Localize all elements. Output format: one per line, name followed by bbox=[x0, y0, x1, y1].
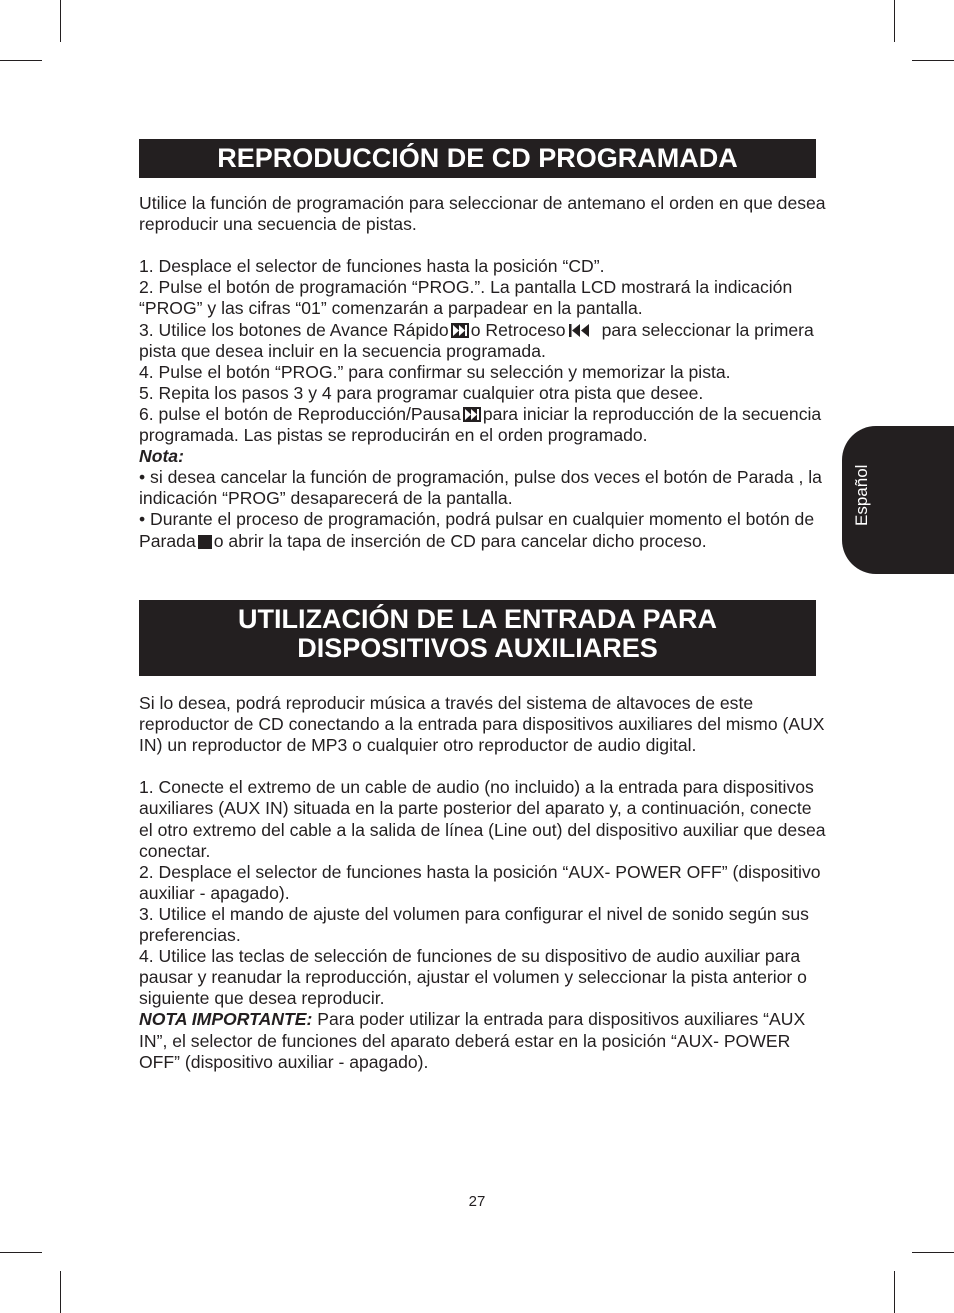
step-6 bbox=[139, 404, 829, 446]
note-label: Nota: bbox=[139, 446, 184, 467]
section-intro: Si lo desea, podrá reproducir música a través del sistema de altavoces de este reproductor de CD conectando a la entrada para dispositivos auxiliares del mismo (AUX IN) un reproductor de MP3 o cualquier otro reproductor de audio digital. bbox=[139, 693, 825, 756]
step-3-text-c: para seleccionar la primera pista que desea incluir en la secuencia programada. bbox=[139, 319, 814, 361]
play-pause-icon bbox=[463, 407, 481, 422]
step-4: 4. Utilice las teclas de selección de funciones de su dispositivo de audio auxiliar para pausar y reanudar la reproducción, ajustar el volumen y seleccionar la pista anterior o siguiente que desea reproducir. bbox=[139, 946, 807, 1009]
step-1: 1. Conecte el extremo de un cable de audio (no incluido) a la entrada para dispositivos auxiliares (AUX IN) situada en la parte posterior del aparato y, a continuación, conecte el otro extremo del cable a la salida de línea (Line out) del dispositivo auxiliar que desea conectar. bbox=[139, 777, 826, 861]
note-2-text-b: o abrir la tapa de inserción de CD para cancelar dicho proceso. bbox=[213, 530, 707, 551]
page-number: 27 bbox=[468, 1193, 486, 1210]
crop-mark bbox=[60, 1271, 61, 1313]
section-aux-input-body bbox=[139, 693, 829, 1073]
important-note bbox=[139, 1009, 829, 1072]
fast-forward-icon bbox=[451, 323, 469, 338]
step-5: 5. Repita los pasos 3 y 4 para programar cualquier otra pista que desee. bbox=[139, 382, 704, 403]
note-2 bbox=[139, 509, 829, 551]
crop-mark bbox=[60, 0, 61, 42]
crop-mark bbox=[912, 60, 954, 61]
section-title-line-1: UTILIZACIÓN DE LA ENTRADA PARA bbox=[238, 604, 717, 634]
step-3: 3. Utilice el mando de ajuste del volumen para configurar el nivel de sonido según sus preferencias. bbox=[139, 903, 809, 946]
step-6-text-a: 6. pulse el botón de Reproducción/Pausa bbox=[139, 403, 461, 424]
step-3-text-b: o Retroceso bbox=[470, 319, 566, 340]
crop-mark bbox=[912, 1252, 954, 1253]
step-6-text-b: para iniciar la reproducción de la secuencia programada. Las pistas se reproducirán en el orden programado. bbox=[139, 403, 822, 446]
step-1: 1. Desplace el selector de funciones hasta la posición “CD”. bbox=[139, 256, 605, 277]
section-title-aux-input bbox=[139, 600, 816, 676]
important-note-text: Para poder utilizar la entrada para dispositivos auxiliares “AUX IN”, el selector de funciones del aparato deberá estar en la posición “AUX- POWER OFF” (dispositivo auxiliar - apagado). bbox=[139, 1009, 806, 1072]
crop-mark bbox=[894, 0, 895, 42]
rewind-icon bbox=[568, 323, 590, 338]
note-2-text-a: • Durante el proceso de programación, podrá pulsar en cualquier momento el botón de Parada bbox=[139, 509, 815, 551]
crop-mark bbox=[894, 1271, 895, 1313]
step-2: 2. Desplace el selector de funciones hasta la posición “AUX- POWER OFF” (dispositivo auxiliar - apagado). bbox=[139, 861, 821, 903]
crop-mark bbox=[0, 1252, 42, 1253]
section-title-programmed-cd: REPRODUCCIÓN DE CD PROGRAMADA bbox=[139, 139, 816, 178]
section-intro: Utilice la función de programación para seleccionar de antemano el orden en que desea reproducir una secuencia de pistas. bbox=[139, 193, 826, 235]
crop-mark bbox=[0, 60, 42, 61]
language-tab-label: Español bbox=[852, 464, 871, 526]
step-3 bbox=[139, 320, 829, 362]
section-programmed-cd-body bbox=[139, 193, 829, 552]
note-1: • si desea cancelar la función de programación, pulse dos veces el botón de Parada , la indicación “PROG” desaparecerá de la pantalla. bbox=[139, 467, 822, 509]
step-3-text-a: 3. Utilice los botones de Avance Rápido bbox=[139, 319, 449, 340]
step-4: 4. Pulse el botón “PROG.” para confirmar su selección y memorizar la pista. bbox=[139, 361, 731, 382]
step-2: 2. Pulse el botón de programación “PROG.”. La pantalla LCD mostrará la indicación “PROG” y las cifras “01” comenzarán a parpadear en la pantalla. bbox=[139, 277, 793, 319]
section-title-line-2: DISPOSITIVOS AUXILIARES bbox=[297, 633, 658, 663]
stop-icon bbox=[198, 535, 212, 549]
important-note-label: NOTA IMPORTANTE: bbox=[139, 1009, 313, 1030]
